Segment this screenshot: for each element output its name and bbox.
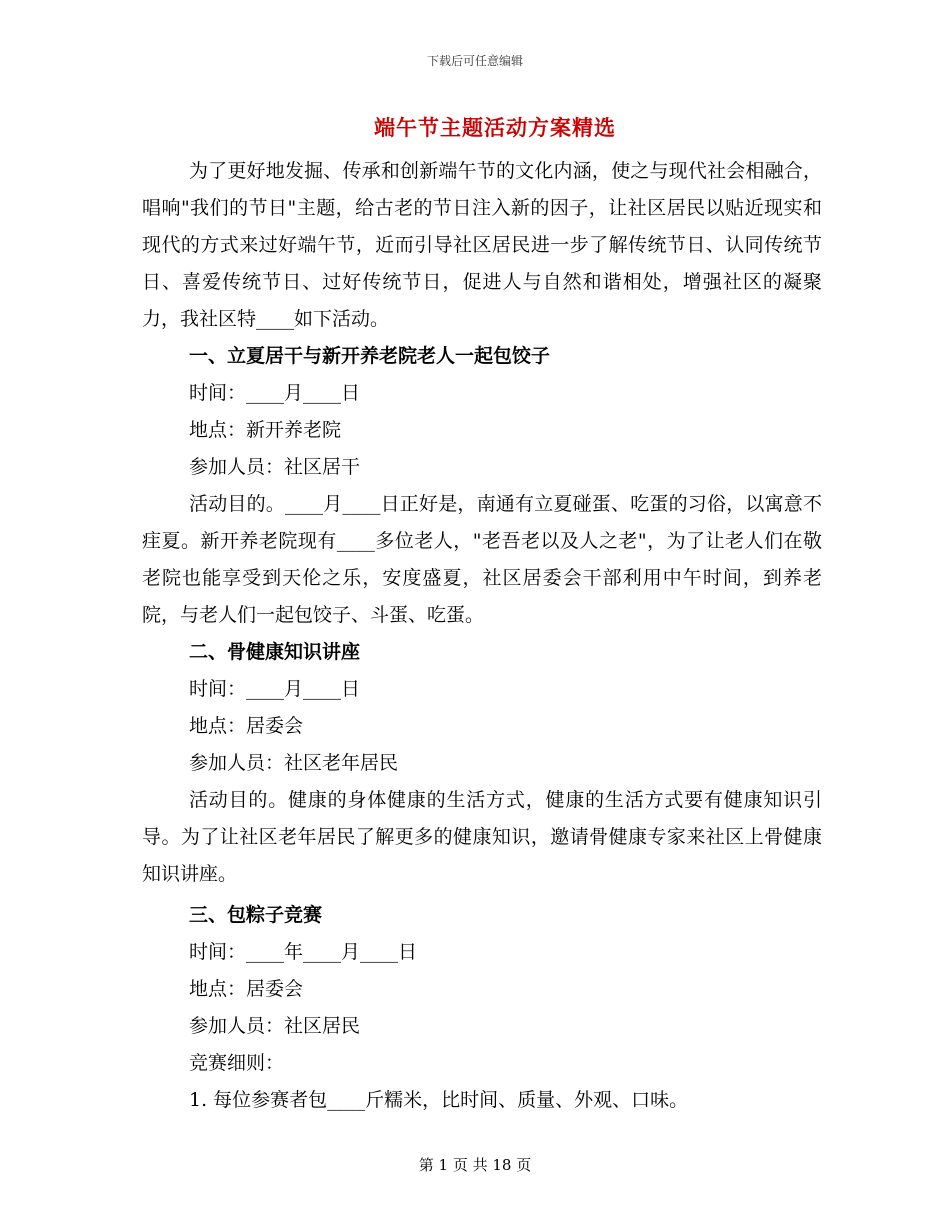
section3-heading: 三、包粽子竞赛 (189, 904, 323, 926)
section1-time: 时间：____月____日 (189, 382, 361, 404)
section3-time: 时间：____年____月____日 (189, 941, 418, 963)
section3-place: 地点：居委会 (189, 978, 304, 1000)
section2-heading: 二、骨健康知识讲座 (189, 641, 361, 663)
intro-paragraph: 为了更好地发掘、传承和创新端午节的文化内涵，使之与现代社会相融合，唱响"我们的节日"主题，给古老的节日注入新的因子，让社区居民以贴近现实和现代的方式来过好端午节，近而引导社区居民进一步了解传统节日、认同传统节日、喜爱传统节日、过好传统节日，促进人与自然和谐相处，增强社区的凝聚力，我社区特____如下活动。 (142, 160, 822, 330)
document-body (142, 153, 822, 1119)
section2-purpose: 活动目的。健康的身体健康的生活方式，健康的生活方式要有健康知识引导。为了让社区老年居民了解更多的健康知识，邀请骨健康专家来社区上骨健康知识讲座。 (142, 789, 822, 885)
section1-purpose: 活动目的。____月____日正好是，南通有立夏碰蛋、吃蛋的习俗，以寓意不疰夏。新开养老院现有____多位老人，"老吾老以及人之老"，为了让老人们在敬老院也能享受到天伦之乐，安度盛夏，社区居委会干部利用中午时间，到养老院，与老人们一起包饺子、斗蛋、吃蛋。 (142, 493, 822, 626)
section3-participants: 参加人员：社区居民 (189, 1015, 361, 1037)
section1-participants: 参加人员：社区居干 (189, 456, 361, 478)
section3-rules-label: 竞赛细则： (189, 1052, 285, 1074)
header-note: 下载后可任意编辑 (426, 54, 523, 68)
section1-heading: 一、立夏居干与新开养老院老人一起包饺子 (189, 345, 551, 367)
section2-participants: 参加人员：社区老年居民 (189, 752, 399, 774)
document-title: 端午节主题活动方案精选 (374, 115, 616, 140)
section2-place: 地点：居委会 (189, 715, 304, 737)
section3-rule1: 1. 每位参赛者包____斤糯米，比时间、质量、外观、口味。 (189, 1089, 689, 1111)
section2-time: 时间：____月____日 (189, 678, 361, 700)
section1-place: 地点：新开养老院 (189, 419, 342, 441)
page-footer: 第 1 页 共 18 页 (418, 1156, 532, 1174)
